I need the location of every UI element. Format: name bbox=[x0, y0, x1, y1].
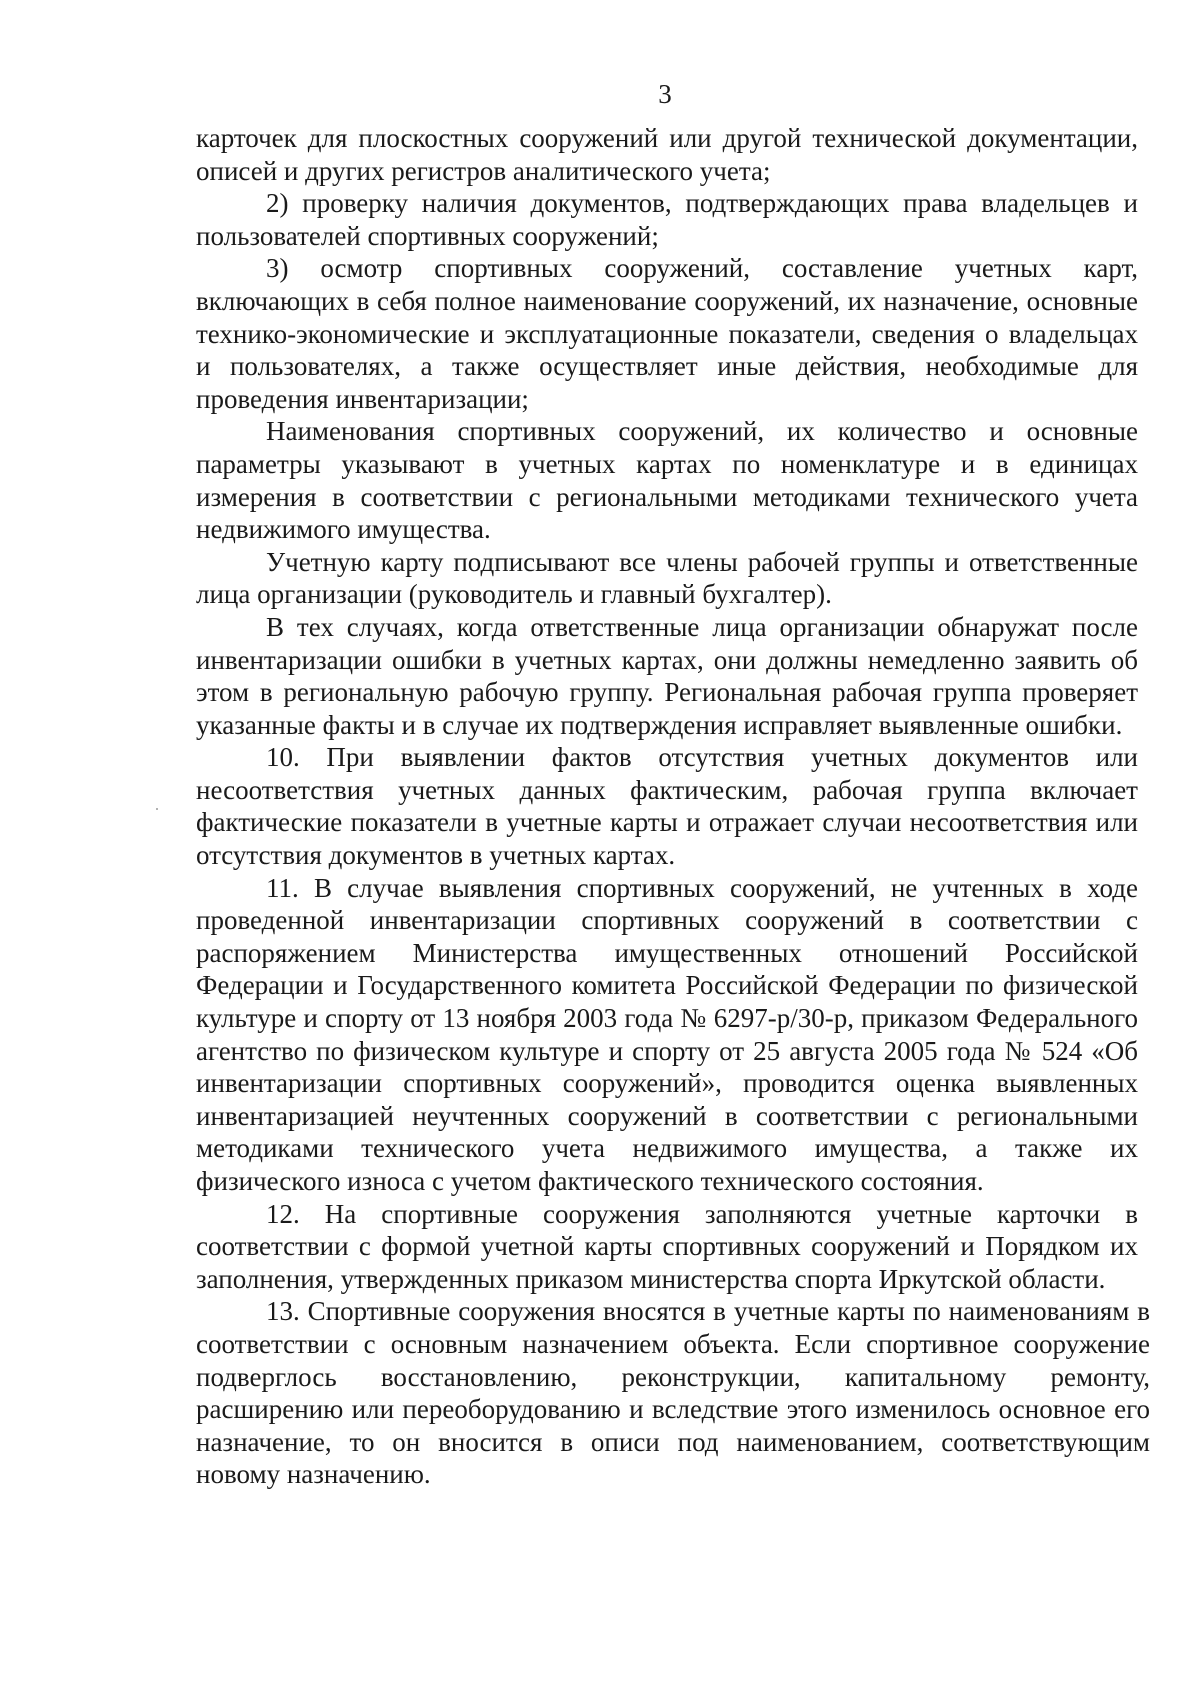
paragraph-names-parameters: Наименования спортивных сооружений, их количество и основные параметры указывают в учетных картах по номенклатуре и в единицах измерения в соответствии с региональными методиками технического учета недвижимого имущества. bbox=[196, 416, 1138, 545]
paragraph-signature: Учетную карту подписывают все члены рабочей группы и ответственные лица организации (руководитель и главный бухгалтер). bbox=[196, 546, 1138, 610]
scan-speck bbox=[156, 808, 158, 810]
paragraph-section-11: 11. В случае выявления спортивных сооружений, не учтенных в ходе проведенной инвентаризации спортивных сооружений в соответствии с распоряжением Министерства имущественных отношений Российской Федерации и Государственного комитета Российской Федерации по физической культуре и спорту от 13 ноября 2003 года № 6297-р/30-р, приказом Федерального агентство по физическом культуре и спорту от 25 августа 2005 года № 524 «Об инвентаризации спортивных сооружений», проводится оценка выявленных инвентаризацией неучтенных сооружений в соответствии с региональными методиками технического учета недвижимого имущества, а также их физического износа с учетом фактического технического состояния. bbox=[196, 872, 1138, 1196]
paragraph-section-12: 12. На спортивные сооружения заполняются учетные карточки в соответствии с формой учетной карты спортивных сооружений и Порядком их заполнения, утвержденных приказом министерства спорта Иркутской области. bbox=[196, 1198, 1138, 1294]
paragraph-continuation: карточек для плоскостных сооружений или другой технической документации, описей и других регистров аналитического учета; bbox=[196, 123, 1138, 186]
paragraph-section-13: 13. Спортивные сооружения вносятся в учетные карты по наименованиям в соответствии с основным назначением объекта. Если спортивное сооружение подверглось восстановлению, реконструкции, капитальному ремонту, расширению или переоборудованию и вследствие этого изменилось основное его назначение, то он вносится в описи под наименованием, соответствующим новому назначению. bbox=[196, 1296, 1150, 1490]
paragraph-item-3: 3) осмотр спортивных сооружений, составление учетных карт, включающих в себя полное наименование сооружений, их назначение, основные технико-экономические и эксплуатационные показатели, сведения о владельцах и пользователях, а также осуществляет иные действия, необходимые для проведения инвентаризации; bbox=[196, 253, 1138, 414]
paragraph-section-10: 10. При выявлении фактов отсутствия учетных документов или несоответствия учетных данных фактическим, рабочая группа включает фактические показатели в учетные карты и отражает случаи несоответствия или отсутствия документов в учетных картах. bbox=[196, 742, 1138, 871]
document-body bbox=[196, 122, 1150, 1491]
paragraph-item-2: 2) проверку наличия документов, подтверждающих права владельцев и пользователей спортивных сооружений; bbox=[196, 188, 1138, 251]
paragraph-errors: В тех случаях, когда ответственные лица организации обнаружат после инвентаризации ошибки в учетных картах, они должны немедленно заявить об этом в региональную рабочую группу. Региональная рабочая группа проверяет указанные факты и в случае их подтверждения исправляет выявленные ошибки. bbox=[196, 611, 1138, 740]
page-number: 3 bbox=[658, 79, 672, 109]
